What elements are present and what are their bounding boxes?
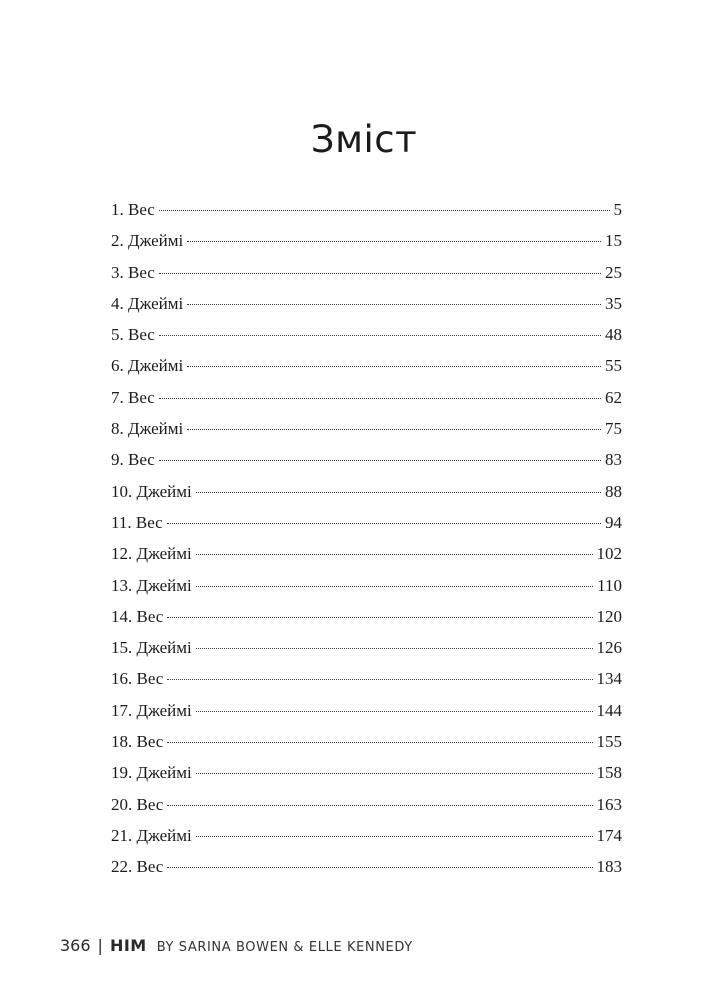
toc-entry [111,732,622,763]
toc-dot-leader [187,429,601,430]
toc-entry [111,857,622,888]
toc-entry-title: 15. Джеймі [111,638,192,658]
toc-entry [111,482,622,513]
toc-entry-page: 110 [597,575,622,595]
toc-dot-leader [196,711,593,712]
toc-entry-title: 1. Вес [111,200,155,219]
toc-entry-title: 13. Джеймі [111,575,192,595]
toc-entry-page: 75 [605,419,622,439]
toc-entry [111,419,622,450]
toc-entry-title: 16. Вес [111,669,164,689]
toc-dot-leader [196,836,593,837]
toc-dot-leader [196,554,593,555]
toc-entry-title: 18. Вес [111,732,164,752]
toc-dot-leader [187,366,601,367]
toc-entry [111,356,622,387]
toc-entry-title: 17. Джеймі [111,700,192,720]
toc-entry [111,200,622,231]
toc-entry [111,701,622,732]
toc-entry [111,513,622,544]
toc-entry-title: 12. Джеймі [111,544,192,564]
toc-entry-page: 88 [605,481,622,501]
toc-entry [111,263,622,294]
page-footer [60,936,413,955]
toc-entry-page: 134 [596,669,622,689]
toc-entry-page: 155 [596,732,622,752]
toc-entry-page: 25 [605,262,622,282]
toc-entry-page: 126 [596,638,622,658]
toc-dot-leader [196,648,593,649]
toc-entry-title: 5. Вес [111,325,155,345]
toc-entry [111,826,622,857]
toc-dot-leader [196,492,601,493]
toc-entry-page: 183 [596,857,622,877]
toc-dot-leader [167,523,601,524]
toc-entry-page: 83 [605,450,622,470]
toc-entry [111,669,622,700]
toc-entry-page: 158 [596,763,622,783]
toc-entry-title: 9. Вес [111,450,155,470]
toc-dot-leader [187,304,601,305]
toc-entry [111,576,622,607]
toc-entry-title: 7. Вес [111,387,155,407]
toc-dot-leader [159,210,610,211]
toc-dot-leader [187,241,601,242]
toc-entry-title: 14. Вес [111,606,164,626]
toc-entry-page: 15 [605,231,622,251]
toc-entry [111,294,622,325]
toc-entry [111,795,622,826]
toc-entry-title: 20. Вес [111,794,164,814]
toc-entry-title: 2. Джеймі [111,231,184,251]
toc-entry-page: 174 [596,825,622,845]
toc-entry-title: 21. Джеймі [111,825,192,845]
toc-dot-leader [196,586,593,587]
toc-dot-leader [167,867,592,868]
toc-entry [111,388,622,419]
toc-dot-leader [167,617,592,618]
toc-dot-leader [167,679,592,680]
toc-dot-leader [159,335,601,336]
toc-entry-page: 120 [596,606,622,626]
toc-dot-leader [167,805,592,806]
toc-entry-page: 62 [605,387,622,407]
toc-entry [111,544,622,575]
toc-entry-title: 4. Джеймі [111,293,184,313]
toc-dot-leader [159,460,601,461]
toc-entry [111,638,622,669]
toc-entry [111,607,622,638]
toc-dot-leader [159,398,601,399]
toc-entry-title: 10. Джеймі [111,481,192,501]
toc-entry-title: 8. Джеймі [111,419,184,439]
toc-entry-page: 144 [596,700,622,720]
toc-entry [111,450,622,481]
toc-entry-title: 19. Джеймі [111,763,192,783]
toc-entry-title: 3. Вес [111,262,155,282]
footer-divider: | [97,936,103,955]
toc-entry-page: 5 [613,200,622,219]
toc-entry [111,325,622,356]
toc-entry-page: 94 [605,512,622,532]
toc-entry-page: 35 [605,293,622,313]
toc-entry-page: 163 [596,794,622,814]
toc-entry-title: 6. Джеймі [111,356,184,376]
toc-entry-title: 11. Вес [111,512,163,532]
toc-entry-page: 102 [596,544,622,564]
toc-entry [111,231,622,262]
toc-dot-leader [167,742,592,743]
toc-entry [111,763,622,794]
toc-dot-leader [196,773,593,774]
toc-entry-page: 48 [605,325,622,345]
table-of-contents [111,200,622,889]
page-title: Зміст [310,118,418,161]
footer-author: BY SARINA BOWEN & ELLE KENNEDY [156,940,413,955]
toc-dot-leader [159,273,601,274]
toc-entry-title: 22. Вес [111,857,164,877]
footer-book-title: HIM [109,936,147,955]
footer-page-number: 366 [60,936,91,955]
toc-entry-page: 55 [605,356,622,376]
